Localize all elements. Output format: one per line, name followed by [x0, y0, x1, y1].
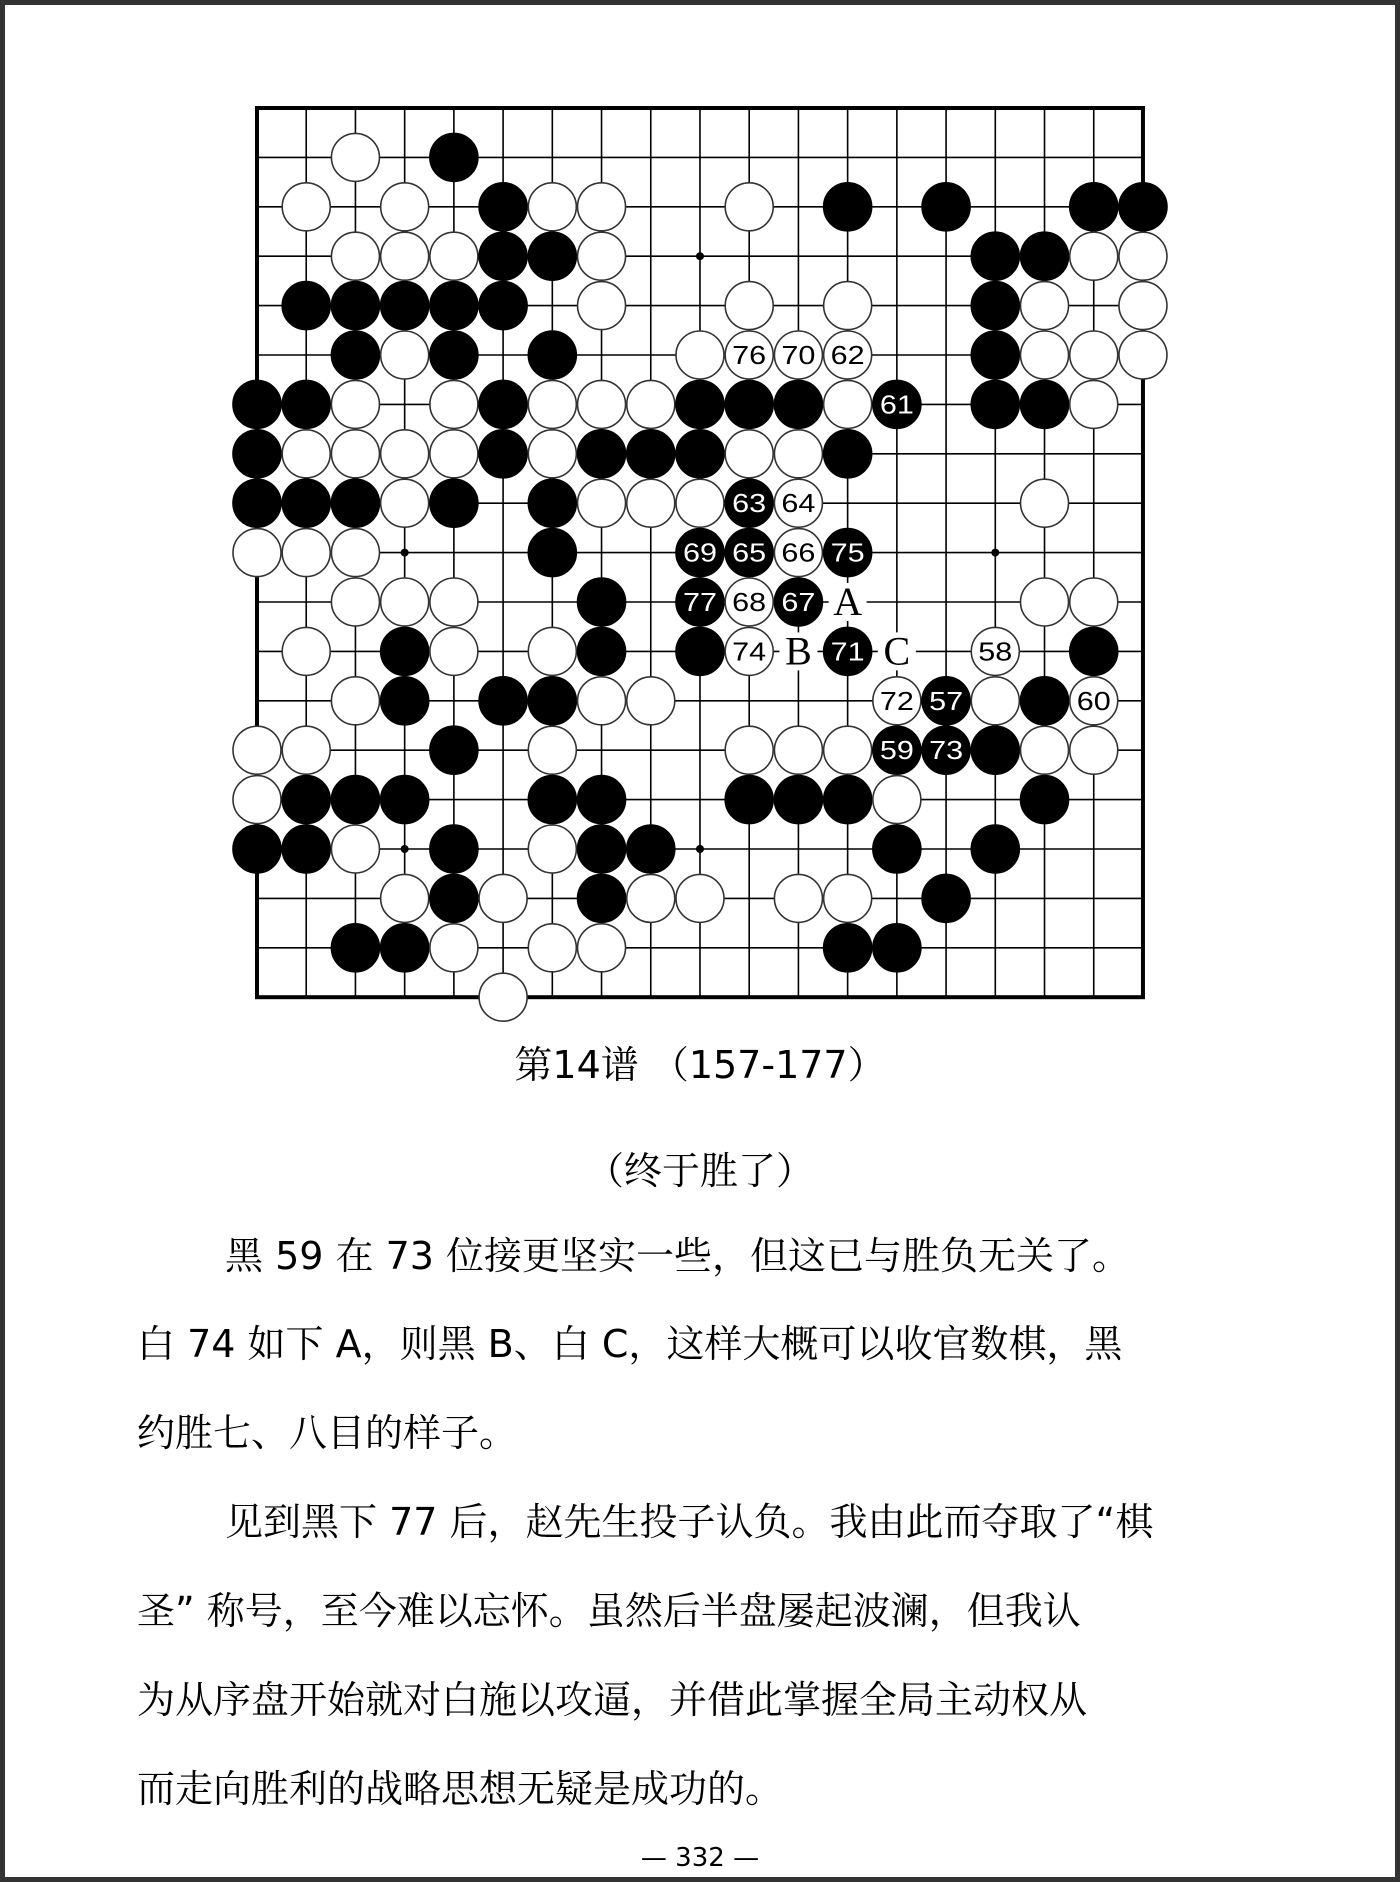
- white-stone: [233, 726, 281, 774]
- black-stone: [1021, 776, 1069, 824]
- move-number: 66: [781, 537, 816, 568]
- black-stone: [1070, 627, 1118, 675]
- black-stone-59: [873, 726, 921, 774]
- white-stone: [725, 183, 773, 231]
- white-stone: [1021, 282, 1069, 330]
- move-number: 69: [682, 537, 717, 568]
- black-stone: [282, 776, 330, 824]
- move-number: 76: [732, 340, 767, 370]
- black-stone: [381, 627, 429, 675]
- black-stone: [479, 282, 527, 330]
- black-stone: [233, 430, 281, 478]
- white-stone: [331, 677, 379, 725]
- white-stone: [331, 529, 379, 577]
- black-stone-63: [725, 479, 773, 527]
- move-number: 59: [879, 735, 914, 766]
- black-stone: [627, 430, 675, 478]
- white-stone: [479, 973, 527, 1021]
- white-stone: [381, 874, 429, 922]
- white-stone: [578, 232, 626, 280]
- black-stone: [528, 677, 576, 725]
- paragraph-1-line-1: 黑 59 在 73 位接更坚实一些，但这已与胜负无关了。: [225, 1234, 1131, 1278]
- black-stone: [430, 825, 478, 873]
- white-stone: [528, 380, 576, 428]
- white-stone: [725, 726, 773, 774]
- black-stone: [971, 282, 1019, 330]
- paragraph-2-line-4: 而走向胜利的战略思想无疑是成功的。: [137, 1767, 784, 1811]
- white-stone-66: [774, 529, 822, 577]
- move-number: 70: [781, 340, 816, 370]
- paragraph-2-line-1: 见到黑下 77 后，赵先生投子认负。我由此而夺取了“棋: [225, 1500, 1154, 1544]
- move-number: 57: [929, 685, 964, 716]
- white-stone: [627, 874, 675, 922]
- white-stone-76: [725, 331, 773, 379]
- white-stone: [824, 726, 872, 774]
- white-stone: [1070, 726, 1118, 774]
- black-stone-73: [922, 726, 970, 774]
- black-stone: [282, 380, 330, 428]
- white-stone: [873, 776, 921, 824]
- black-stone: [528, 232, 576, 280]
- white-stone: [627, 479, 675, 527]
- black-stone-71: [824, 627, 872, 675]
- move-number: 65: [732, 537, 767, 568]
- move-number: 67: [781, 587, 816, 617]
- white-stone: [676, 874, 724, 922]
- black-stone-75: [824, 529, 872, 577]
- white-stone: [725, 282, 773, 330]
- white-stone: [528, 825, 576, 873]
- black-stone: [233, 380, 281, 428]
- white-stone: [971, 677, 1019, 725]
- black-stone: [971, 331, 1019, 379]
- black-stone: [430, 479, 478, 527]
- white-stone: [578, 282, 626, 330]
- black-stone: [676, 627, 724, 675]
- white-stone: [528, 726, 576, 774]
- black-stone: [282, 479, 330, 527]
- white-stone: [233, 529, 281, 577]
- white-stone: [381, 479, 429, 527]
- white-stone: [676, 479, 724, 527]
- move-number: 77: [682, 587, 717, 617]
- white-stone: [1119, 282, 1167, 330]
- white-stone: [528, 627, 576, 675]
- paragraph-2-line-2: 圣” 称号，至今难以忘怀。虽然后半盘屡起波澜，但我认: [137, 1589, 1081, 1633]
- move-number: 75: [830, 537, 865, 568]
- black-stone: [725, 380, 773, 428]
- black-stone: [331, 331, 379, 379]
- white-stone-68: [725, 578, 773, 626]
- white-stone: [1021, 479, 1069, 527]
- black-stone: [824, 183, 872, 231]
- white-stone: [1070, 380, 1118, 428]
- white-stone: [578, 183, 626, 231]
- white-stone: [1021, 726, 1069, 774]
- white-stone: [430, 232, 478, 280]
- black-stone: [430, 726, 478, 774]
- white-stone: [528, 183, 576, 231]
- black-stone: [578, 825, 626, 873]
- black-stone: [430, 331, 478, 379]
- white-stone: [1021, 331, 1069, 379]
- white-stone: [1070, 578, 1118, 626]
- black-stone: [430, 874, 478, 922]
- black-stone: [1119, 183, 1167, 231]
- white-stone: [233, 776, 281, 824]
- white-stone: [282, 430, 330, 478]
- black-stone: [479, 677, 527, 725]
- white-stone: [381, 183, 429, 231]
- paragraph-1-line-3: 约胜七、八目的样子。: [137, 1411, 518, 1455]
- black-stone: [479, 380, 527, 428]
- black-stone: [824, 924, 872, 972]
- move-number: 58: [978, 636, 1013, 667]
- black-stone: [971, 726, 1019, 774]
- black-stone: [725, 776, 773, 824]
- black-stone: [528, 529, 576, 577]
- page-number: — 332 —: [640, 1843, 760, 1873]
- white-stone: [282, 529, 330, 577]
- black-stone: [774, 776, 822, 824]
- black-stone: [676, 380, 724, 428]
- black-stone-61: [873, 380, 921, 428]
- black-stone: [578, 430, 626, 478]
- black-stone: [1070, 183, 1118, 231]
- black-stone: [479, 430, 527, 478]
- black-stone-69: [676, 529, 724, 577]
- star-point-icon: [696, 252, 704, 260]
- black-stone: [430, 133, 478, 181]
- black-stone: [528, 479, 576, 527]
- black-stone: [381, 282, 429, 330]
- black-stone: [331, 282, 379, 330]
- white-stone: [528, 924, 576, 972]
- black-stone: [430, 282, 478, 330]
- black-stone: [1021, 232, 1069, 280]
- letter-mark-c: C: [883, 628, 911, 674]
- black-stone: [381, 924, 429, 972]
- black-stone: [1021, 380, 1069, 428]
- white-stone: [725, 430, 773, 478]
- white-stone: [824, 282, 872, 330]
- letter-mark-a: A: [833, 579, 863, 624]
- white-stone: [381, 430, 429, 478]
- move-number: 61: [879, 389, 914, 420]
- white-stone-64: [774, 479, 822, 527]
- white-stone: [381, 578, 429, 626]
- black-stone: [578, 627, 626, 675]
- white-stone-70: [774, 331, 822, 379]
- figure-subtitle: （终于胜了）: [585, 1149, 814, 1193]
- black-stone: [233, 479, 281, 527]
- letter-mark-b: B: [785, 628, 812, 674]
- move-number: 68: [732, 587, 767, 617]
- white-stone: [578, 479, 626, 527]
- white-stone: [331, 232, 379, 280]
- white-stone-62: [824, 331, 872, 379]
- move-number: 62: [830, 340, 865, 370]
- white-stone: [1070, 232, 1118, 280]
- white-stone: [578, 924, 626, 972]
- white-stone: [774, 726, 822, 774]
- white-stone: [1021, 578, 1069, 626]
- white-stone: [381, 232, 429, 280]
- black-stone: [774, 380, 822, 428]
- white-stone: [1119, 331, 1167, 379]
- move-number: 72: [879, 685, 914, 716]
- white-stone: [774, 430, 822, 478]
- black-stone: [676, 430, 724, 478]
- white-stone: [578, 677, 626, 725]
- black-stone: [922, 874, 970, 922]
- black-stone: [824, 776, 872, 824]
- white-stone: [430, 380, 478, 428]
- black-stone: [1021, 677, 1069, 725]
- black-stone: [578, 874, 626, 922]
- move-number: 63: [732, 488, 767, 519]
- black-stone: [479, 232, 527, 280]
- star-point-icon: [991, 549, 999, 557]
- black-stone: [331, 776, 379, 824]
- white-stone: [676, 331, 724, 379]
- black-stone: [971, 380, 1019, 428]
- black-stone: [381, 776, 429, 824]
- black-stone: [528, 776, 576, 824]
- black-stone: [922, 183, 970, 231]
- white-stone: [381, 331, 429, 379]
- paragraph-2-line-3: 为从序盘开始就对白施以攻逼，并借此掌握全局主动权从: [137, 1678, 1088, 1722]
- black-stone: [578, 776, 626, 824]
- black-stone: [282, 825, 330, 873]
- move-number: 73: [929, 735, 964, 766]
- white-stone: [331, 430, 379, 478]
- star-point-icon: [401, 549, 409, 557]
- white-stone: [282, 183, 330, 231]
- move-number: 64: [781, 488, 816, 519]
- white-stone: [1070, 331, 1118, 379]
- white-stone: [430, 578, 478, 626]
- figure-title: 第14谱 （157-177）: [514, 1043, 886, 1087]
- white-stone-72: [873, 677, 921, 725]
- black-stone: [282, 282, 330, 330]
- move-number: 60: [1076, 685, 1111, 716]
- black-stone-57: [922, 677, 970, 725]
- black-stone: [331, 479, 379, 527]
- black-stone: [971, 232, 1019, 280]
- black-stone: [873, 825, 921, 873]
- black-stone: [528, 331, 576, 379]
- move-number: 74: [732, 636, 767, 667]
- white-stone: [528, 430, 576, 478]
- black-stone: [873, 924, 921, 972]
- white-stone: [331, 825, 379, 873]
- white-stone: [627, 677, 675, 725]
- paragraph-1-line-2: 白 74 如下 A，则黑 B、白 C，这样大概可以收官数棋，黑: [137, 1322, 1123, 1366]
- white-stone-74: [725, 627, 773, 675]
- black-stone-65: [725, 529, 773, 577]
- black-stone: [479, 183, 527, 231]
- white-stone-58: [971, 627, 1019, 675]
- white-stone: [824, 380, 872, 428]
- black-stone: [233, 825, 281, 873]
- white-stone: [627, 380, 675, 428]
- black-stone: [971, 825, 1019, 873]
- white-stone: [331, 578, 379, 626]
- black-stone: [331, 924, 379, 972]
- white-stone: [479, 874, 527, 922]
- star-point-icon: [401, 845, 409, 853]
- black-stone: [578, 578, 626, 626]
- white-stone: [824, 874, 872, 922]
- white-stone: [282, 726, 330, 774]
- white-stone: [774, 874, 822, 922]
- white-stone: [430, 627, 478, 675]
- black-stone-67: [774, 578, 822, 626]
- white-stone: [1119, 232, 1167, 280]
- white-stone: [331, 133, 379, 181]
- star-point-icon: [696, 845, 704, 853]
- white-stone: [282, 627, 330, 675]
- black-stone: [627, 825, 675, 873]
- white-stone: [578, 380, 626, 428]
- move-number: 71: [830, 636, 865, 667]
- black-stone-77: [676, 578, 724, 626]
- black-stone: [824, 430, 872, 478]
- white-stone: [430, 924, 478, 972]
- white-stone: [430, 430, 478, 478]
- white-stone: [331, 380, 379, 428]
- black-stone: [381, 677, 429, 725]
- white-stone-60: [1070, 677, 1118, 725]
